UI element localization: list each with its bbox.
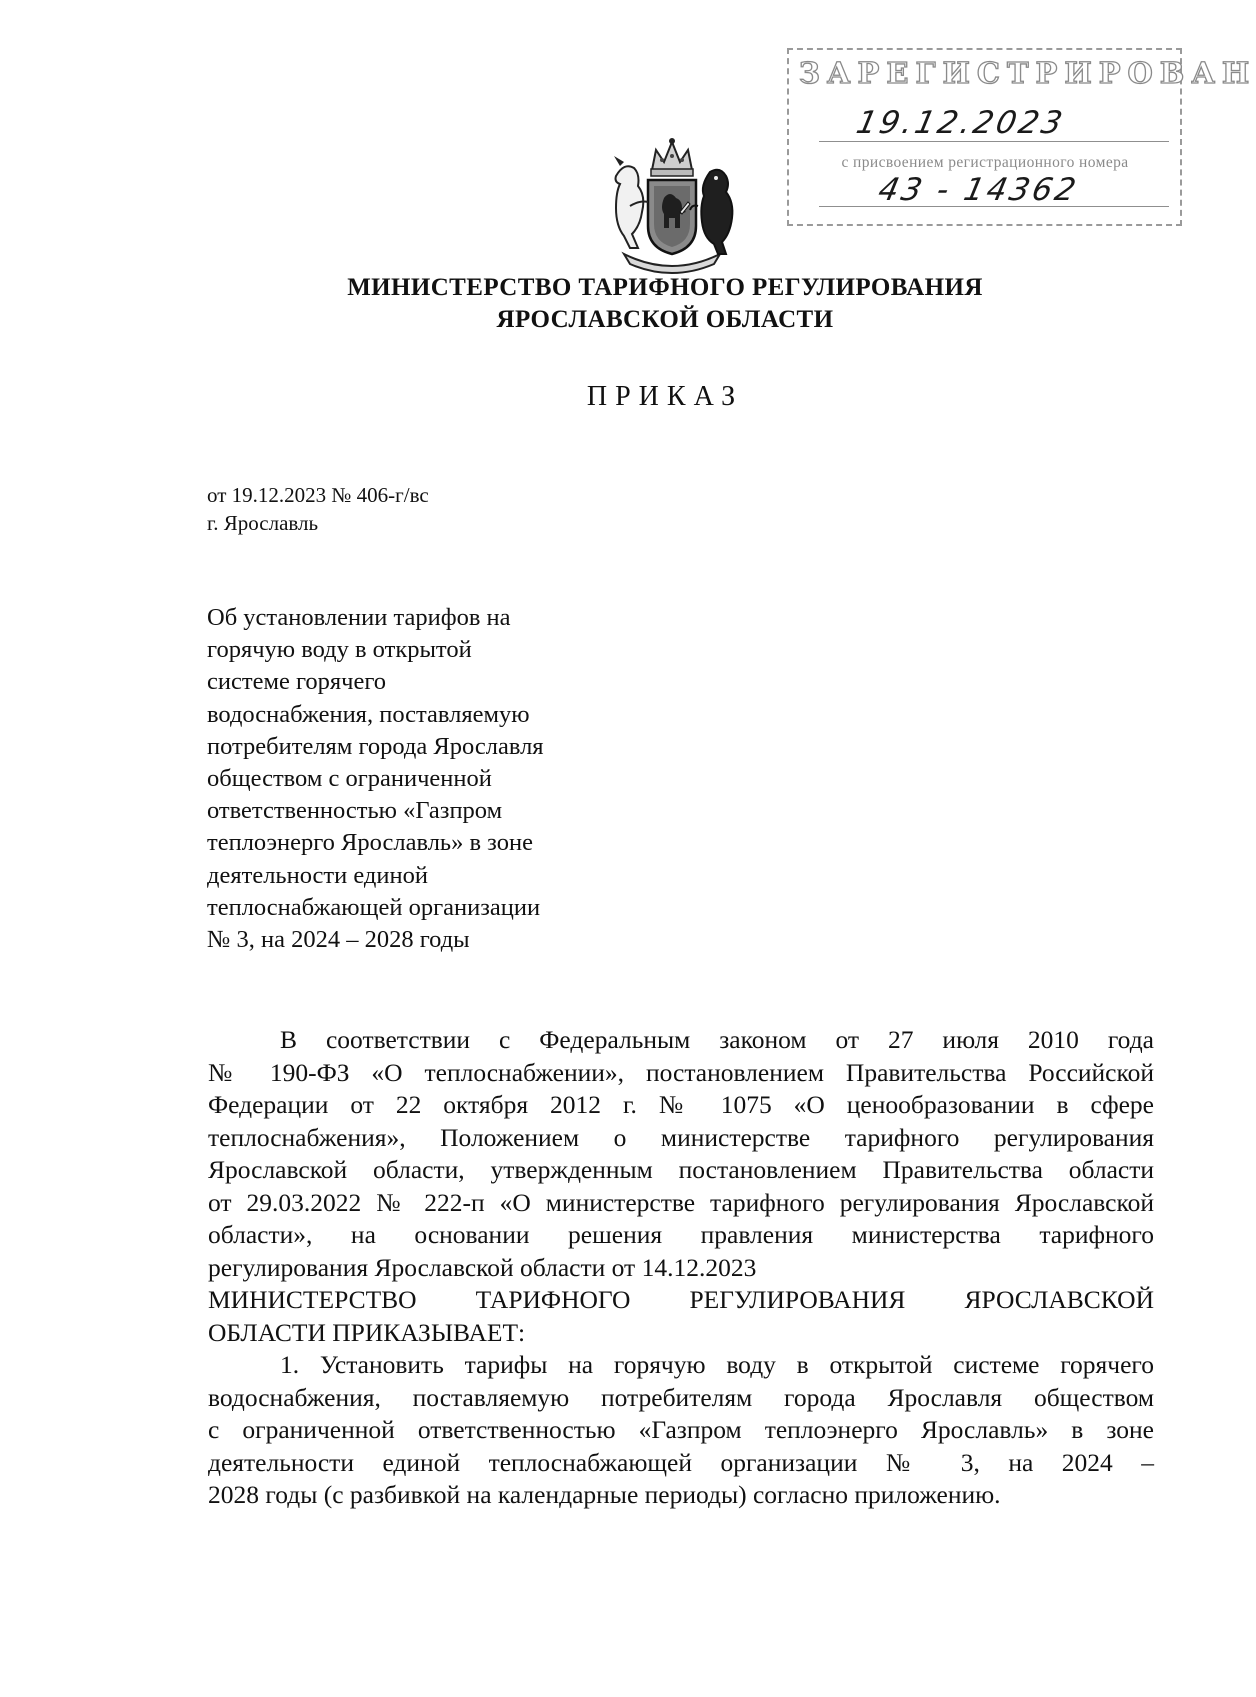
- subject-line: системе горячего: [207, 668, 387, 696]
- stamp-reg-number: 43 - 14362: [875, 172, 1082, 208]
- registration-stamp: [787, 48, 1256, 226]
- org-name-line2: ЯРОСЛАВСКОЙ ОБЛАСТИ: [496, 306, 834, 333]
- body-line: области», на основании решения правления министерства тарифного: [208, 1220, 1154, 1249]
- subject-line: обществом с ограниченной: [207, 765, 492, 793]
- subject-line: деятельности единой: [207, 861, 428, 889]
- body-line: теплоснабжения», Положением о министерстве тарифного регулирования: [208, 1122, 1154, 1152]
- body-line: Ярославской области, утвержденным постановлением Правительства области: [208, 1155, 1154, 1184]
- subject-line: водоснабжения, поставляемую: [207, 700, 530, 728]
- body-line: деятельности единой теплоснабжающей организации № 3, на 2024 –: [208, 1447, 1154, 1477]
- stamp-date-line: [819, 141, 1169, 142]
- subject-line: Об установлении тарифов на: [207, 604, 511, 631]
- subject-line: теплоснабжающей организации: [207, 893, 541, 921]
- doc-date-number: от 19.12.2023 № 406-г/вс: [207, 483, 429, 507]
- stamp-title: ЗАРЕГИСТРИРОВАН: [799, 56, 1256, 90]
- subject-line: № 3, на 2024 – 2028 годы: [207, 926, 470, 954]
- body-line: 2028 годы (с разбивкой на календарные периоды) согласно приложению.: [208, 1480, 1001, 1509]
- body-line: с ограниченной ответственностью «Газпром теплоэнерго Ярославль» в зоне: [208, 1415, 1154, 1444]
- body-line: Федерации от 22 октября 2012 г. № 1075 «О ценообразовании в сфере: [208, 1090, 1154, 1119]
- yaroslavl-coat-of-arms-icon: [606, 136, 738, 272]
- body-line-item-1: 1. Установить тарифы на горячую воду в открытой системе горячего: [280, 1350, 1154, 1379]
- subject-line: ответственностью «Газпром: [207, 797, 503, 825]
- subject-line: теплоэнерго Ярославль» в зоне: [207, 829, 533, 857]
- doc-subject: [207, 602, 627, 956]
- doc-body: [208, 1024, 1154, 1512]
- doc-city: г. Ярославль: [207, 511, 319, 535]
- stamp-date: 19.12.2023: [853, 105, 1069, 141]
- body-line: водоснабжения, поставляемую потребителям города Ярославля обществом: [208, 1382, 1154, 1412]
- body-line: регулирования Ярославской области от 14.12.2023: [208, 1252, 757, 1282]
- crown-icon: [651, 138, 693, 176]
- org-name-line1: МИНИСТЕРСТВО ТАРИФНОГО РЕГУЛИРОВАНИЯ: [347, 274, 983, 301]
- body-line-order-heading: МИНИСТЕРСТВО ТАРИФНОГО РЕГУЛИРОВАНИЯ ЯРОСЛАВСКОЙ: [208, 1285, 1154, 1314]
- subject-line: горячую воду в открытой: [207, 636, 472, 664]
- body-line: В соответствии с Федеральным законом от 27 июля 2010 года: [280, 1025, 1154, 1054]
- body-line: от 29.03.2022 № 222-п «О министерстве тарифного регулирования Ярославской: [208, 1187, 1154, 1217]
- body-line-order-heading: ОБЛАСТИ ПРИКАЗЫВАЕТ:: [208, 1317, 526, 1347]
- stamp-note: с присвоением регистрационного номера: [841, 154, 1129, 171]
- body-line: № 190-ФЗ «О теплоснабжении», постановлением Правительства Российской: [208, 1057, 1154, 1087]
- subject-line: потребителям города Ярославля: [207, 732, 544, 760]
- doc-type-title: ПРИКАЗ: [586, 381, 744, 412]
